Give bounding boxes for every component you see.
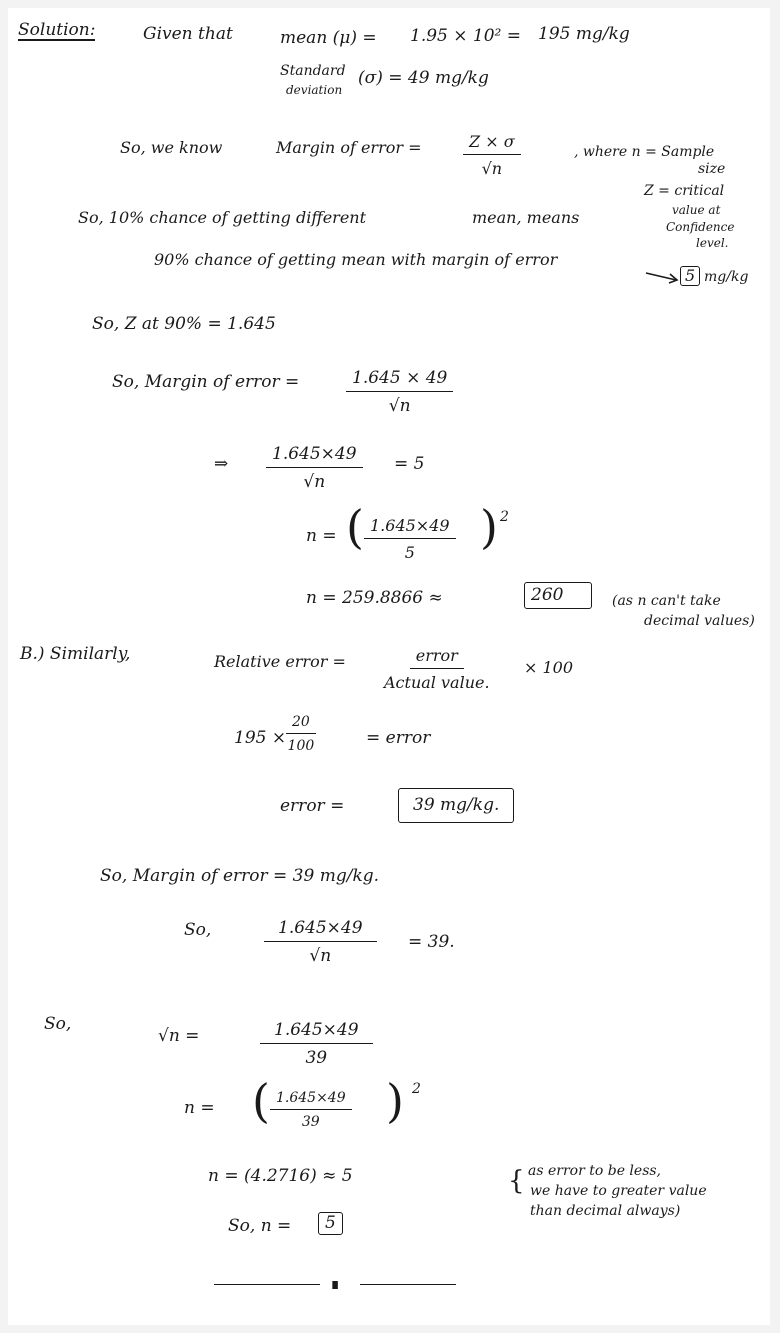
n-square-open-paren: ( xyxy=(252,1074,270,1128)
implies-symbol: ⇒ xyxy=(214,454,229,474)
where-size-text: size xyxy=(698,161,726,177)
mean-value: 1.95 × 10² = xyxy=(410,26,521,46)
end-mark: ∎ xyxy=(330,1274,341,1293)
relative-error-multiplier: × 100 xyxy=(524,658,574,677)
n-square-numerator: 1.645×49 xyxy=(270,1090,352,1110)
n-numerator: 1.645×49 xyxy=(364,516,456,539)
margin-of-error-label: Margin of error = xyxy=(276,138,422,157)
margin-formula-denominator: √n xyxy=(481,159,503,178)
n-result-text: n = 259.8866 ≈ xyxy=(306,588,443,608)
where-z-line1: Z = critical xyxy=(644,183,725,199)
arrow-icon xyxy=(644,270,684,284)
sd-value: (σ) = 49 mg/kg xyxy=(358,68,489,88)
n-note-line2: decimal values) xyxy=(644,613,755,629)
where-z-line2: value at xyxy=(672,203,721,217)
n-power: 2 xyxy=(500,509,509,525)
chance-line1-a: So, 10% chance of getting different xyxy=(78,208,367,227)
part-b-denominator: √n xyxy=(309,946,332,966)
margin-value-unit: mg/kg xyxy=(704,269,749,285)
eq1-rhs: = 5 xyxy=(394,454,425,474)
error-label: error = xyxy=(280,796,345,816)
n-square-fraction xyxy=(270,1090,352,1130)
n-result-box: 260 xyxy=(524,582,592,609)
part-b-numerator: 1.645×49 xyxy=(264,918,377,942)
note-brace: { xyxy=(508,1166,525,1196)
n-equals-label: n = xyxy=(306,526,337,546)
z-value-line: So, Z at 90% = 1.645 xyxy=(92,314,276,334)
margin-formula-numerator: Z × σ xyxy=(463,132,521,155)
panel-part-b xyxy=(8,638,770,990)
note-line3: than decimal always) xyxy=(530,1203,681,1219)
sd-label-line1: Standard xyxy=(280,63,346,79)
final-answer-box: 5 xyxy=(318,1212,343,1235)
eq1-fraction xyxy=(266,444,363,492)
margin-value-box: 5 xyxy=(680,266,700,286)
sd-label-line2: deviation xyxy=(286,83,343,97)
sqrt-n-label: √n = xyxy=(158,1026,200,1046)
calc-rhs: = error xyxy=(366,728,431,748)
n-approx-line: n = (4.2716) ≈ 5 xyxy=(208,1166,353,1186)
margin-of-error-line: So, Margin of error = 39 mg/kg. xyxy=(100,866,380,886)
where-z-line3: Confidence xyxy=(666,220,735,234)
relative-error-label: Relative error = xyxy=(214,652,346,671)
where-n-text: , where n = Sample xyxy=(574,144,715,160)
moe-denominator: √n xyxy=(388,396,411,416)
relative-error-numerator: error xyxy=(410,646,464,669)
we-know-text: So, we know xyxy=(120,138,223,157)
error-value-box: 39 mg/kg. xyxy=(398,788,514,823)
end-rule-right xyxy=(360,1284,456,1285)
given-text: Given that xyxy=(143,24,233,44)
calc-prefix: 195 × xyxy=(234,728,287,748)
end-rule-left xyxy=(214,1284,320,1285)
panel-part-a xyxy=(8,8,770,638)
eq1-denominator: √n xyxy=(303,472,326,492)
part-b-so: So, xyxy=(184,920,212,940)
mean-result: 195 mg/kg xyxy=(538,24,630,44)
calc-fraction xyxy=(286,714,316,754)
margin-formula-fraction xyxy=(463,132,521,178)
note-line1: as error to be less, xyxy=(528,1163,662,1179)
panel-part-b-continued xyxy=(8,990,770,1325)
calc-denominator: 100 xyxy=(287,738,315,754)
n-close-paren: ) xyxy=(480,500,498,554)
part-b-fraction xyxy=(264,918,377,966)
sqrt-n-numerator: 1.645×49 xyxy=(260,1020,373,1044)
moe-numerator: 1.645 × 49 xyxy=(346,368,453,392)
mean-label: mean (μ) = xyxy=(280,28,377,48)
n-open-paren: ( xyxy=(346,500,364,554)
part-b-rhs: = 39. xyxy=(408,932,455,952)
moe-label: So, Margin of error = xyxy=(112,372,300,392)
calc-numerator: 20 xyxy=(286,714,316,734)
sqrt-n-fraction xyxy=(260,1020,373,1068)
chance-line2: 90% chance of getting mean with margin of error xyxy=(154,250,558,269)
n-note-line1: (as n can't take xyxy=(612,593,721,609)
eq1-numerator: 1.645×49 xyxy=(266,444,363,468)
relative-error-fraction xyxy=(384,646,490,692)
part-c-so: So, xyxy=(44,1014,72,1034)
final-answer-label: So, n = xyxy=(228,1216,292,1236)
chance-line1-b: mean, means xyxy=(472,208,580,227)
n-denominator: 5 xyxy=(404,543,415,562)
sqrt-n-denominator: 39 xyxy=(305,1048,328,1068)
where-z-line4: level. xyxy=(696,236,729,250)
moe-fraction xyxy=(346,368,453,416)
n-square-power: 2 xyxy=(412,1081,421,1097)
relative-error-denominator: Actual value. xyxy=(384,673,490,692)
solution-label: Solution: xyxy=(18,20,96,40)
n-square-close-paren: ) xyxy=(386,1074,404,1128)
part-b-label: B.) Similarly, xyxy=(20,644,131,664)
n-square-label: n = xyxy=(184,1098,215,1118)
handwritten-solution-sheet xyxy=(8,8,770,1325)
n-fraction xyxy=(364,516,456,562)
n-square-denominator: 39 xyxy=(301,1114,320,1130)
note-line2: we have to greater value xyxy=(530,1183,707,1199)
